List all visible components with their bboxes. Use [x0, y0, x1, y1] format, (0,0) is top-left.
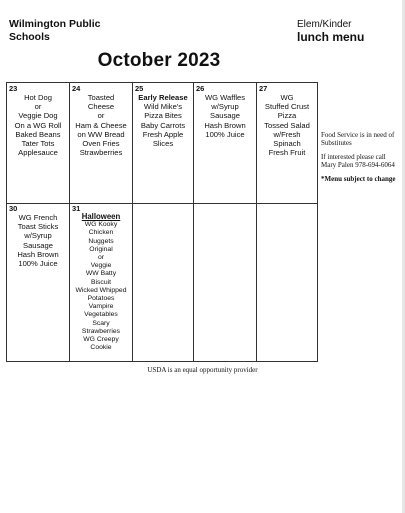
menu-item: Wild Mike's	[143, 102, 183, 112]
day-cell	[7, 83, 70, 203]
menu-item: w/Syrup	[211, 102, 239, 112]
menu-item: Vegetables	[84, 311, 118, 319]
menu-item: WG Kooky	[84, 221, 118, 229]
menu-item: Pizza	[277, 111, 297, 121]
early-release-label: Early Release	[138, 93, 188, 102]
day-number: 23	[9, 84, 18, 93]
day-number: 30	[9, 204, 18, 213]
day-number: 27	[259, 84, 268, 93]
menu-items	[7, 213, 69, 268]
menu-item: WG	[280, 93, 294, 102]
menu-item: Veggie	[90, 262, 112, 270]
menu-item: Nuggets	[88, 237, 114, 245]
menu-item: 100% Juice	[205, 129, 245, 139]
calendar-grid	[6, 82, 318, 362]
menu-item: or	[97, 111, 105, 121]
menu-item: Pizza Bites	[144, 111, 182, 121]
menu-label: lunch menu	[297, 30, 365, 44]
week-row-2	[7, 203, 317, 361]
menu-item: Oven Fries	[82, 139, 120, 149]
menu-type	[297, 18, 364, 44]
menu-item: Fresh Fruit	[268, 148, 306, 158]
day-cell	[133, 83, 194, 203]
menu-item: Slices	[152, 139, 174, 149]
empty-day-cell	[257, 203, 317, 361]
menu-items	[7, 93, 69, 157]
grade-level: Elem/Kinder	[297, 19, 352, 30]
day-number: 25	[135, 84, 144, 93]
district-line-1: Wilmington Public	[9, 18, 101, 30]
usda-statement: USDA is an equal opportunity provider	[147, 366, 258, 374]
menu-item: Chicken	[88, 229, 114, 237]
empty-day-cell	[133, 203, 194, 361]
empty-day-cell	[194, 203, 257, 361]
day-cell	[257, 83, 317, 203]
menu-change-note: *Menu subject to change	[321, 174, 396, 183]
menu-item: WG French	[18, 213, 58, 222]
menu-item: Toasted	[87, 93, 115, 102]
menu-item: WG Creepy	[83, 336, 119, 344]
menu-item: Potatoes	[87, 295, 115, 303]
menu-items	[133, 93, 193, 148]
menu-items	[70, 93, 132, 157]
menu-item: Wicked Whipped	[75, 286, 127, 294]
menu-item: w/Syrup	[24, 231, 52, 241]
district-name	[9, 18, 100, 44]
day-cell	[7, 203, 70, 361]
day-cell	[70, 83, 133, 203]
menu-item: Vampire	[88, 303, 114, 311]
menu-item: Original	[89, 245, 113, 253]
menu-item: Hash Brown	[204, 120, 246, 130]
menu-item: Sausage	[210, 111, 240, 121]
menu-item-list	[70, 221, 132, 352]
day-number: 31	[72, 204, 81, 213]
menu-item: 100% Juice	[18, 259, 58, 269]
halloween-label: Halloween	[81, 212, 121, 221]
day-number: 24	[72, 84, 81, 93]
menu-item-list	[133, 102, 193, 148]
menu-items	[194, 93, 256, 139]
menu-item: Tater Tots	[21, 139, 55, 149]
menu-item: Biscuit	[90, 278, 112, 286]
menu-item: or	[34, 102, 42, 112]
menu-item: Baked Beans	[15, 129, 61, 139]
menu-item: Cheese	[87, 102, 115, 112]
menu-items	[70, 213, 132, 352]
district-line-2: Schools	[9, 31, 50, 43]
menu-item: Hot Dog	[24, 93, 52, 102]
menu-item: Tossed Salad	[264, 120, 310, 130]
menu-item: or	[97, 254, 105, 262]
menu-item: Ham & Cheese	[75, 120, 127, 130]
menu-item: Spinach	[273, 139, 301, 149]
day-cell	[70, 203, 133, 361]
menu-item: Applesauce	[18, 148, 58, 158]
menu-item: w/Fresh	[273, 129, 301, 139]
month-title: October 2023	[97, 50, 221, 71]
menu-item: Toast Sticks	[17, 222, 59, 232]
menu-items	[257, 93, 317, 157]
menu-item: Fresh Apple	[142, 129, 184, 139]
menu-item: on WW Bread	[77, 129, 125, 139]
menu-item: WW Batty	[85, 270, 117, 278]
day-number: 26	[196, 84, 205, 93]
menu-item: Baby Carrots	[140, 120, 186, 130]
menu-item: Veggie Dog	[18, 111, 58, 121]
menu-item: Stuffed Crust	[264, 102, 310, 112]
menu-item: Hash Brown	[17, 249, 59, 259]
menu-item: Sausage	[23, 240, 53, 250]
menu-item: On a WG Roll	[14, 120, 62, 130]
menu-item: Strawberries	[79, 148, 123, 158]
menu-item: Cookie	[90, 344, 112, 352]
menu-item: Scary	[92, 319, 110, 327]
day-cell	[194, 83, 257, 203]
menu-item: Strawberries	[81, 327, 121, 335]
side-notes	[321, 131, 401, 188]
substitutes-note: Food Service is in need of Substitutes	[321, 131, 395, 148]
week-row-1	[7, 83, 317, 204]
menu-item: WG Waffles	[204, 93, 246, 102]
contact-note: If interested please call Mary Palen 978-694-6064	[321, 152, 395, 170]
